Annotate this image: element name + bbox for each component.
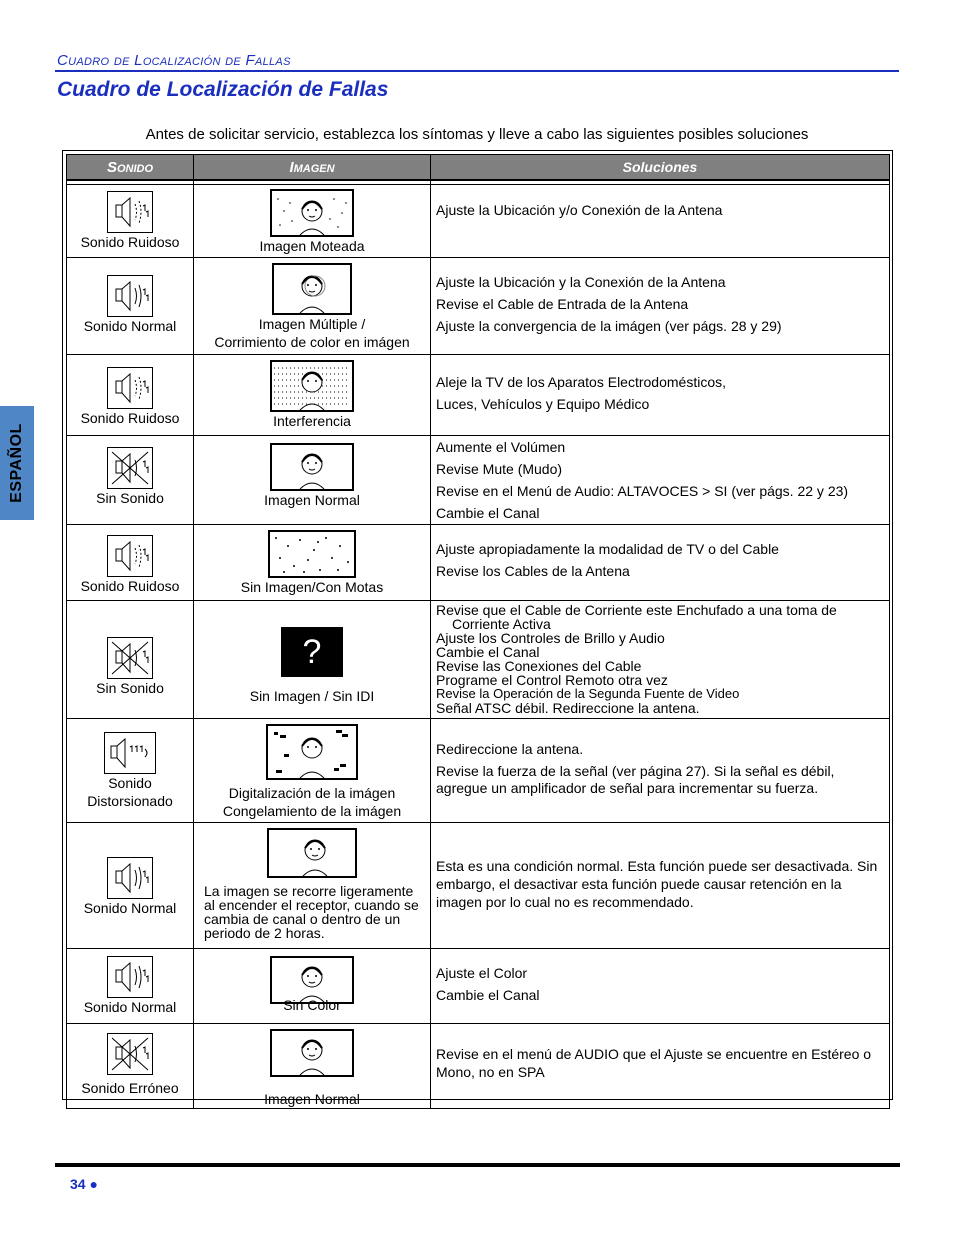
normal-picture-icon: [270, 443, 354, 491]
sound-cell: [67, 719, 194, 823]
page-title: Cuadro de Localización de Fallas: [57, 78, 389, 101]
image-label: Imagen Normal: [264, 1091, 360, 1107]
footer-rule: [55, 1163, 900, 1167]
sound-label: Sonido Ruidoso: [80, 410, 180, 426]
solution-item: Señal ATSC débil. Redireccione la antena.: [436, 700, 700, 716]
language-tab-label: ESPAÑOL: [8, 423, 25, 503]
image-cell: [194, 436, 431, 525]
image-label: Digitalización de la imágen: [228, 785, 396, 801]
image-label: Imagen Múltiple /: [258, 316, 366, 332]
solution-item: Revise Mute (Mudo): [436, 461, 563, 477]
solution-item: Revise la Operación de la Segunda Fuente de Video: [436, 686, 740, 701]
sound-cell: [67, 355, 194, 436]
sound-cell: [67, 823, 194, 949]
image-cell: [194, 185, 431, 258]
solution-item: Revise los Cables de la Antena: [436, 563, 630, 579]
interference-picture-icon: [270, 360, 354, 412]
image-cell: [194, 525, 431, 601]
solution-item: Ajuste la Ubicación y/o Conexión de la Antena: [436, 202, 723, 218]
shifted-picture-icon: [267, 828, 357, 878]
intro-text: Antes de solicitar servicio, establezca los síntomas y lleve a cabo las siguientes posibles soluciones: [145, 126, 809, 143]
solution-item: Revise en el Menú de Audio: ALTAVOCES > SI (ver págs. 22 y 23): [436, 483, 849, 499]
solution-item: Aumente el Volúmen: [436, 439, 566, 455]
table-row: [67, 355, 890, 436]
noisy-speaker-icon: [107, 367, 153, 409]
sound-cell: [67, 258, 194, 355]
solution-item: Revise el Cable de Entrada de la Antena: [436, 296, 689, 312]
solution-item: Aleje la TV de los Aparatos Electrodomésticos,: [436, 374, 727, 390]
image-label: Imagen Normal: [264, 492, 360, 508]
speaker-icon: [107, 857, 153, 899]
solutions-cell: [431, 258, 890, 355]
image-cell: [194, 949, 431, 1024]
solution-item: Cambie el Canal: [436, 987, 540, 1003]
sound-label: Sonido Normal: [83, 999, 177, 1015]
sound-label: Sonido Distorsionado: [87, 775, 173, 809]
pixelated-picture-icon: [266, 724, 358, 780]
distorted-speaker-icon: [104, 732, 156, 774]
header-sound: Sonido: [67, 155, 194, 181]
solutions-cell: [431, 436, 890, 525]
running-head: Cuadro de Localización de Fallas: [57, 52, 291, 69]
sound-cell: [67, 949, 194, 1024]
solutions-cell: [431, 719, 890, 823]
solution-item: Cambie el Canal: [436, 644, 540, 660]
solution-item: Ajuste la convergencia de la imágen (ver págs. 28 y 29): [436, 318, 782, 334]
solution-item: Corriente Activa: [452, 616, 551, 632]
solution-item: Programe el Control Remoto otra vez: [436, 672, 668, 688]
image-cell: [194, 258, 431, 355]
sound-cell: [67, 525, 194, 601]
sound-label: Sonido Ruidoso: [80, 578, 180, 594]
solution-item: Luces, Vehículos y Equipo Médico: [436, 396, 650, 412]
page-number: 34 ●: [70, 1176, 98, 1192]
sound-label: Sonido Normal: [83, 900, 177, 916]
image-cell: [194, 1024, 431, 1109]
solution-item: Ajuste la Ubicación y la Conexión de la Antena: [436, 274, 726, 290]
image-cell: [194, 601, 431, 719]
image-label: Interferencia: [273, 413, 351, 429]
table-row: [67, 949, 890, 1024]
speckled-picture-icon: [270, 189, 354, 237]
solution-item: Ajuste los Controles de Brillo y Audio: [436, 630, 665, 646]
solution-item: Revise la fuerza de la señal (ver página 27). Si la señal es débil, agregue un amplificador de señal para incrementar su fuerza.: [436, 763, 835, 796]
table-row: [67, 823, 890, 949]
troubleshooting-table: [62, 150, 893, 1107]
speaker-icon: [107, 956, 153, 998]
sound-cell: [67, 1024, 194, 1109]
ghost-picture-icon: [272, 263, 352, 315]
header-rule: [55, 70, 899, 72]
sound-cell: [67, 185, 194, 258]
language-tab: [0, 406, 34, 520]
solution-item: Redireccione la antena.: [436, 741, 584, 757]
sound-label: Sin Sonido: [96, 680, 164, 696]
normal-picture-icon: [270, 1029, 354, 1077]
image-cell: [194, 823, 431, 949]
table-row: [67, 185, 890, 258]
solution-item: Revise que el Cable de Corriente este Enchufado a una toma de: [436, 602, 837, 618]
image-label: Congelamiento de la imágen: [222, 803, 402, 819]
table-row: [67, 601, 890, 719]
table-row: [67, 436, 890, 525]
solutions-cell: [431, 949, 890, 1024]
solutions-cell: [431, 355, 890, 436]
solution-item: Cambie el Canal: [436, 505, 540, 521]
table-header-row: [67, 155, 890, 181]
solution-item: Ajuste el Color: [436, 965, 528, 981]
noisy-speaker-icon: [107, 191, 153, 233]
image-cell: [194, 719, 431, 823]
muted-speaker-icon: [107, 637, 153, 679]
muted-speaker-icon: [107, 1033, 153, 1075]
table-row: [67, 525, 890, 601]
image-label: Corrimiento de color en imágen: [214, 334, 410, 350]
no-picture-question-icon: ?: [281, 627, 343, 677]
header-solutions: Soluciones: [431, 155, 890, 181]
image-cell: [194, 355, 431, 436]
muted-speaker-icon: [107, 447, 153, 489]
speaker-icon: [107, 275, 153, 317]
image-description: La imagen se recorre ligeramente al encender el receptor, cuando se cambia de canal o dentro de un periodo de 2 horas.: [204, 883, 419, 941]
snow-picture-icon: [268, 530, 356, 578]
solution-item: Revise las Conexiones del Cable: [436, 658, 642, 674]
image-label: Sin Imagen / Sin IDI: [249, 688, 375, 704]
table-row: [67, 719, 890, 823]
solutions-cell: [431, 823, 890, 949]
image-label: Sin Imagen/Con Motas: [240, 579, 384, 595]
noisy-speaker-icon: [107, 535, 153, 577]
sound-label: Sin Sonido: [96, 490, 164, 506]
solution-item: Ajuste apropiadamente la modalidad de TV o del Cable: [436, 541, 779, 557]
image-label: Imagen Moteada: [259, 238, 365, 254]
sound-label: Sonido Normal: [83, 318, 177, 334]
solution-item: Esta es una condición normal. Esta función puede ser desactivada. Sin embargo, el desactivar esta función puede causar retención en la imagen por lo cual no es recommendado.: [436, 858, 878, 910]
table-row: [67, 1024, 890, 1109]
image-label: Sin Color: [283, 997, 341, 1013]
solution-item: Revise en el menú de AUDIO que el Ajuste se encuentre en Estéreo o Mono, no en SPA: [436, 1046, 872, 1080]
solutions-cell: [431, 525, 890, 601]
sound-label: Sonido Erróneo: [81, 1080, 179, 1096]
table-row: [67, 258, 890, 355]
header-image: Imagen: [194, 155, 431, 181]
sound-cell: [67, 601, 194, 719]
sound-label: Sonido Ruidoso: [80, 234, 180, 250]
sound-cell: [67, 436, 194, 525]
solutions-cell: [431, 1024, 890, 1109]
solutions-cell: [431, 185, 890, 258]
solutions-cell: [431, 601, 890, 719]
